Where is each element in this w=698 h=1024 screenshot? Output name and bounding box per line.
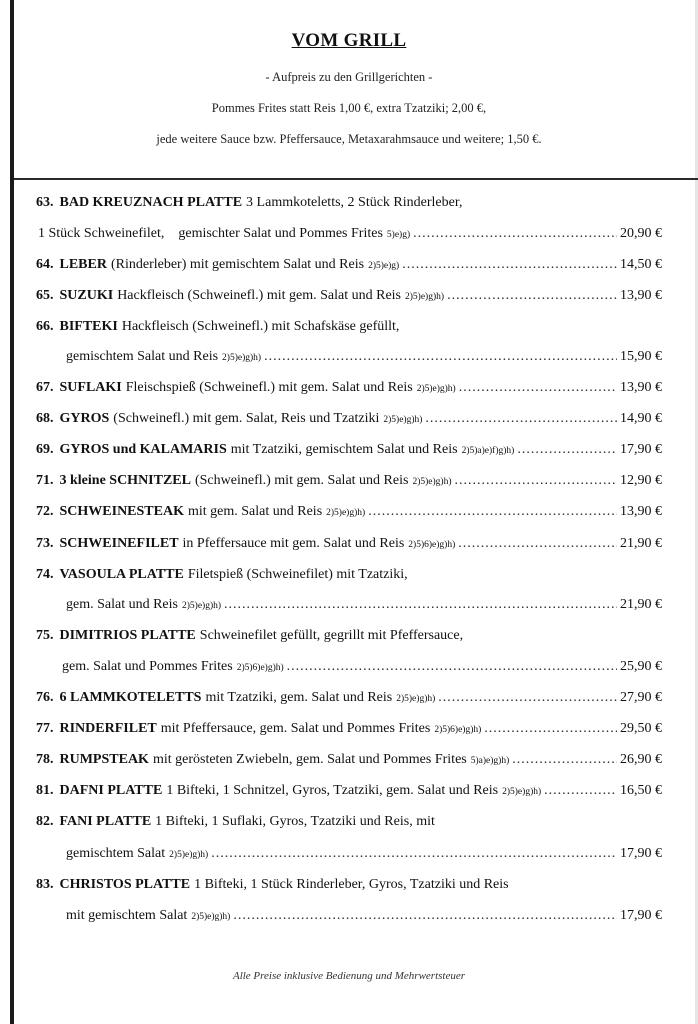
item-description: Filetspieß (Schweinefilet) mit Tzatziki, bbox=[187, 567, 408, 582]
dot-leader bbox=[402, 254, 617, 276]
item-number: 75. bbox=[36, 628, 54, 643]
item-description: Hackfleisch (Schweinefl.) mit gem. Salat und Reis bbox=[117, 288, 402, 303]
item-name: RINDERFILET bbox=[59, 721, 157, 736]
item-description: mit gem. Salat und Reis bbox=[187, 504, 323, 519]
item-description: Hackfleisch (Schweinefl.) mit Schafskäse gefüllt, bbox=[121, 319, 400, 334]
item-description: (Rinderleber) mit gemischtem Salat und Reis bbox=[110, 257, 365, 272]
dot-leader bbox=[544, 780, 617, 802]
item-description: gemischtem Salat bbox=[66, 846, 166, 861]
menu-item-78 bbox=[36, 749, 662, 771]
item-price: 27,90 € bbox=[620, 690, 662, 705]
item-name: DIMITRIOS PLATTE bbox=[59, 628, 196, 643]
item-name: 6 LAMMKOTELETTS bbox=[59, 690, 202, 705]
item-description: Fleischspieß (Schweinefl.) mit gem. Salat und Reis bbox=[125, 380, 413, 395]
item-price: 13,90 € bbox=[620, 288, 662, 303]
item-number: 63. bbox=[36, 195, 54, 210]
menu-item-75-cont bbox=[62, 656, 662, 678]
allergen-codes: 2)5)6)e)g)h) bbox=[408, 540, 456, 550]
item-price: 13,90 € bbox=[620, 380, 662, 395]
dot-leader bbox=[368, 501, 617, 523]
dot-leader bbox=[459, 377, 617, 399]
dot-leader bbox=[438, 687, 617, 709]
allergen-codes: 2)5)a)e)f)g)h) bbox=[461, 446, 515, 456]
item-name: SUFLAKI bbox=[59, 380, 122, 395]
dot-leader bbox=[233, 905, 617, 927]
allergen-codes: 2)5)e)g)h) bbox=[182, 601, 222, 611]
item-price: 17,90 € bbox=[620, 442, 662, 457]
item-number: 73. bbox=[36, 536, 54, 551]
item-price: 26,90 € bbox=[620, 752, 662, 767]
item-price: 13,90 € bbox=[620, 504, 662, 519]
item-number: 83. bbox=[36, 877, 54, 892]
item-name: GYROS und KALAMARIS bbox=[59, 442, 227, 457]
item-name: 3 kleine SCHNITZEL bbox=[59, 473, 191, 488]
allergen-codes: 2)5)e)g)h) bbox=[412, 477, 452, 487]
item-description: Schweinefilet gefüllt, gegrillt mit Pfeffersauce, bbox=[199, 628, 464, 643]
dot-leader bbox=[455, 470, 618, 492]
item-number: 68. bbox=[36, 411, 54, 426]
surcharge-heading: - Aufpreis zu den Grillgerichten - bbox=[265, 70, 433, 84]
item-description: 1 Stück Schweinefilet, gemischter Salat und Pommes Frites bbox=[38, 226, 383, 241]
section-divider bbox=[14, 178, 698, 180]
dot-leader bbox=[425, 408, 617, 430]
item-name: SCHWEINEFILET bbox=[59, 536, 179, 551]
dot-leader bbox=[484, 718, 617, 740]
item-description: in Pfeffersauce mit gem. Salat und Reis bbox=[182, 536, 405, 551]
item-number: 69. bbox=[36, 442, 54, 457]
item-description: 1 Bifteki, 1 Schnitzel, Gyros, Tzatziki, gem. Salat und Reis bbox=[166, 783, 499, 798]
allergen-codes: 2)5)e)g)h) bbox=[169, 850, 209, 860]
item-description: 3 Lammkoteletts, 2 Stück Rinderleber, bbox=[246, 195, 463, 210]
dot-leader bbox=[287, 656, 617, 678]
item-price: 15,90 € bbox=[620, 349, 662, 364]
menu-item-65 bbox=[36, 285, 662, 307]
dot-leader bbox=[512, 749, 617, 771]
item-name: CHRISTOS PLATTE bbox=[59, 877, 191, 892]
dot-leader bbox=[447, 285, 617, 307]
item-price: 14,50 € bbox=[620, 257, 662, 272]
menu-item-63-cont bbox=[38, 223, 662, 245]
surcharge-line-1: Pommes Frites statt Reis 1,00 €, extra Tzatziki; 2,00 €, bbox=[211, 101, 487, 115]
item-number: 81. bbox=[36, 783, 54, 798]
item-name: SCHWEINESTEAK bbox=[59, 504, 184, 519]
menu-item-64 bbox=[36, 254, 662, 276]
item-description: mit Pfeffersauce, gem. Salat und Pommes Frites bbox=[160, 721, 431, 736]
dot-leader bbox=[211, 843, 617, 865]
allergen-codes: 2)5)e)g)h) bbox=[502, 787, 542, 797]
item-name: BAD KREUZNACH PLATTE bbox=[59, 195, 243, 210]
item-number: 66. bbox=[36, 319, 54, 334]
allergen-codes: 2)5)e)g)h) bbox=[416, 384, 456, 394]
allergen-codes: 5)a)e)g)h) bbox=[470, 756, 510, 766]
menu-item-82-cont bbox=[66, 843, 662, 865]
menu-item-73 bbox=[36, 533, 662, 555]
item-description: 1 Bifteki, 1 Stück Rinderleber, Gyros, Tzatziki und Reis bbox=[194, 877, 509, 892]
page-title: VOM GRILL bbox=[291, 30, 407, 51]
item-price: 29,50 € bbox=[620, 721, 662, 736]
dot-leader bbox=[458, 533, 617, 555]
menu-item-75 bbox=[36, 625, 662, 647]
item-name: RUMPSTEAK bbox=[59, 752, 149, 767]
dot-leader bbox=[517, 439, 617, 461]
menu-item-81 bbox=[36, 780, 662, 802]
item-price: 25,90 € bbox=[620, 659, 662, 674]
item-number: 78. bbox=[36, 752, 54, 767]
item-number: 67. bbox=[36, 380, 54, 395]
menu-item-66-cont bbox=[66, 346, 662, 368]
menu-item-68 bbox=[36, 408, 662, 430]
menu-item-74 bbox=[36, 564, 662, 586]
item-number: 72. bbox=[36, 504, 54, 519]
item-price: 21,90 € bbox=[620, 536, 662, 551]
menu-item-77 bbox=[36, 718, 662, 740]
item-price: 14,90 € bbox=[620, 411, 662, 426]
menu-item-74-cont bbox=[66, 594, 662, 616]
item-description: gemischtem Salat und Reis bbox=[66, 349, 219, 364]
menu-item-83 bbox=[36, 874, 662, 896]
allergen-codes: 2)5)e)g) bbox=[368, 261, 400, 271]
allergen-codes: 5)e)g) bbox=[386, 230, 411, 240]
item-number: 74. bbox=[36, 567, 54, 582]
menu-item-63 bbox=[36, 192, 662, 214]
item-price: 17,90 € bbox=[620, 908, 662, 923]
item-name: VASOULA PLATTE bbox=[59, 567, 184, 582]
item-price: 12,90 € bbox=[620, 473, 662, 488]
surcharge-line-2: jede weitere Sauce bzw. Pfeffersauce, Metaxarahmsauce und weitere; 1,50 €. bbox=[156, 132, 542, 146]
menu-item-67 bbox=[36, 377, 662, 399]
item-number: 77. bbox=[36, 721, 54, 736]
item-number: 82. bbox=[36, 814, 54, 829]
menu-item-69 bbox=[36, 439, 662, 461]
item-number: 76. bbox=[36, 690, 54, 705]
menu-item-82 bbox=[36, 811, 662, 833]
item-name: LEBER bbox=[59, 257, 107, 272]
allergen-codes: 2)5)e)g)h) bbox=[326, 508, 366, 518]
item-name: DAFNI PLATTE bbox=[59, 783, 163, 798]
item-description: (Schweinefl.) mit gem. Salat, Reis und Tzatziki bbox=[113, 411, 380, 426]
item-description: (Schweinefl.) mit gem. Salat und Reis bbox=[194, 473, 409, 488]
allergen-codes: 2)5)e)g)h) bbox=[222, 353, 262, 363]
item-description: gem. Salat und Pommes Frites bbox=[62, 659, 233, 674]
menu-item-76 bbox=[36, 687, 662, 709]
price-footer-note: Alle Preise inklusive Bedienung und Mehrwertsteuer bbox=[232, 970, 466, 982]
allergen-codes: 2)5)e)g)h) bbox=[405, 292, 445, 302]
menu-item-66 bbox=[36, 316, 662, 338]
item-number: 64. bbox=[36, 257, 54, 272]
dot-leader bbox=[413, 223, 617, 245]
menu-item-71 bbox=[36, 470, 662, 492]
item-description: mit gerösteten Zwiebeln, gem. Salat und Pommes Frites bbox=[152, 752, 467, 767]
dot-leader bbox=[224, 594, 617, 616]
item-name: FANI PLATTE bbox=[59, 814, 152, 829]
item-price: 17,90 € bbox=[620, 846, 662, 861]
menu-item-72 bbox=[36, 501, 662, 523]
item-name: GYROS bbox=[59, 411, 110, 426]
item-price: 21,90 € bbox=[620, 597, 662, 612]
item-description: gem. Salat und Reis bbox=[66, 597, 178, 612]
menu-item-83-cont bbox=[66, 905, 662, 927]
allergen-codes: 2)5)6)e)g)h) bbox=[434, 725, 482, 735]
item-description: 1 Bifteki, 1 Suflaki, Gyros, Tzatziki und Reis, mit bbox=[155, 814, 435, 829]
item-number: 65. bbox=[36, 288, 54, 303]
item-name: BIFTEKI bbox=[59, 319, 118, 334]
item-description: mit Tzatziki, gemischtem Salat und Reis bbox=[230, 442, 458, 457]
item-number: 71. bbox=[36, 473, 54, 488]
page-border-left bbox=[10, 0, 14, 1024]
allergen-codes: 2)5)e)g)h) bbox=[396, 694, 436, 704]
allergen-codes: 2)5)e)g)h) bbox=[383, 415, 423, 425]
item-price: 20,90 € bbox=[620, 226, 662, 241]
allergen-codes: 2)5)e)g)h) bbox=[191, 912, 231, 922]
allergen-codes: 2)5)6)e)g)h) bbox=[236, 663, 284, 673]
item-name: SUZUKI bbox=[59, 288, 114, 303]
item-description: mit Tzatziki, gem. Salat und Reis bbox=[205, 690, 393, 705]
dot-leader bbox=[264, 346, 617, 368]
item-price: 16,50 € bbox=[620, 783, 662, 798]
item-description: mit gemischtem Salat bbox=[66, 908, 188, 923]
